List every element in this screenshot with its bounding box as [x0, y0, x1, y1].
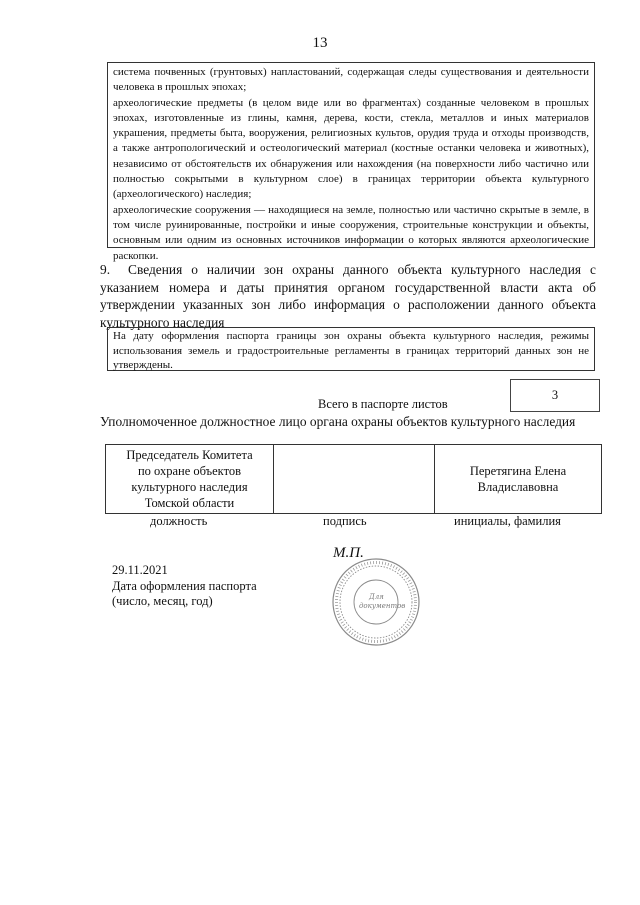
- protection-zones-box: На дату оформления паспорта границы зон охраны объекта культурного наследия, режимы использования земель и градостроительные регламенты в границах территорий данных зон не утверждены.: [107, 327, 595, 371]
- official-position-cell: [106, 445, 274, 514]
- position-line: Председатель Комитета: [126, 448, 253, 462]
- stamp-text: Для: [369, 593, 384, 601]
- section-9-heading: [100, 261, 596, 331]
- issue-date-label: Дата оформления паспорта: [112, 578, 257, 593]
- issue-date-value: 29.11.2021: [112, 563, 168, 577]
- page-number: 13: [312, 35, 328, 51]
- seal-place-label: М.П.: [333, 545, 364, 561]
- section-9-number: 9.: [100, 262, 111, 277]
- signature-cell: [274, 445, 435, 514]
- stamp-icon: [331, 557, 421, 647]
- signature-table: [105, 444, 602, 514]
- issue-date-format: (число, месяц, год): [112, 594, 213, 608]
- official-heading: Уполномоченное должностное лицо органа охраны объектов культурного наследия: [100, 414, 576, 429]
- name-line: Владиславовна: [477, 480, 559, 494]
- position-label: должность: [150, 514, 208, 528]
- section-9-text: Сведения о наличии зон охраны данного объекта культурного наследия с указанием номера и даты принятия органом государственной власти акта об утверждении указанных зон либо информация о расположении данного объекта культурного наследия: [100, 262, 596, 330]
- issue-date-block: [112, 563, 257, 610]
- definition-archaeological-structures: археологические сооружения — находящиеся на земле, полностью или частично скрытые в земле, в том числе руинированные, постройки и иные сооружения, строительные конструкции и объекты, основным или одним из основных источников информации о которых являются археологические раскопки.: [113, 203, 589, 262]
- sheets-count-value: 3: [510, 379, 600, 412]
- position-line: по охране объектов: [137, 464, 242, 478]
- definition-archaeological-items: археологические предметы (в целом виде или во фрагментах) созданные человеком в прошлых эпохах, изготовленные из глины, камня, дерева, кости, стекла, металлов и иных материалов украшения, предметы быта, вооружения, религиозных культов, орудия труда и отходы производств, а также антропологический и остеологический материал (костные останки человека и животных), независимо от обстоятельств их обнаружения или нахождения (на поверхности либо частично или полностью сокрытыми в культурном слое) в границах территории объекта культурного (археологического) наследия;: [113, 96, 589, 201]
- name-line: Перетягина Елена: [469, 464, 567, 478]
- sheets-count-label: Всего в паспорте листов: [318, 397, 448, 411]
- position-line: Томской области: [144, 496, 235, 510]
- signature-labels: [105, 514, 602, 528]
- definition-soil-layers: система почвенных (грунтовых) напластований, содержащая следы существования и деятельности человека в прошлых эпохах;: [113, 66, 589, 94]
- position-line: культурного наследия: [131, 480, 248, 494]
- stamp-text: документов: [359, 602, 406, 610]
- signature-label: подпись: [323, 514, 367, 528]
- name-label: инициалы, фамилия: [454, 514, 561, 528]
- archaeology-definition-box: [107, 62, 595, 262]
- official-name-cell: [435, 445, 602, 514]
